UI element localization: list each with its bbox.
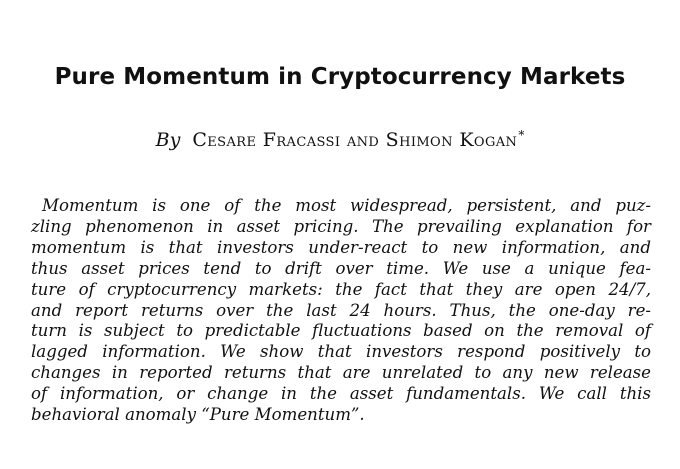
abstract-line: ture of cryptocurrency markets: the fact that they are open 24/7, [31, 279, 651, 299]
byline-prefix: By [155, 129, 181, 151]
abstract [31, 196, 651, 426]
abstract-line: of information, or change in the asset fundamentals. We call this [31, 384, 651, 404]
abstract-line: turn is subject to predictable fluctuations based on the removal of [31, 321, 651, 341]
footnote-mark: * [518, 128, 525, 142]
abstract-line: momentum is that investors under-react to new information, and [31, 237, 651, 257]
abstract-line: lagged information. We show that investors respond positively to [31, 342, 651, 362]
byline [0, 128, 680, 151]
abstract-line: Momentum is one of the most widespread, persistent, and puz- [42, 196, 651, 215]
paper-title: Pure Momentum in Cryptocurrency Markets [54, 64, 626, 90]
abstract-line: changes in reported returns that are unrelated to any new release [31, 363, 651, 383]
abstract-line: and report returns over the last 24 hours. Thus, the one-day re- [31, 300, 651, 320]
author-names: Cesare Fracassi and Shimon Kogan [192, 129, 518, 151]
abstract-line: thus asset prices tend to drift over time. We use a unique fea- [31, 258, 651, 278]
abstract-line: zling phenomenon in asset pricing. The prevailing explanation for [31, 216, 651, 236]
abstract-line: behavioral anomaly “Pure Momentum”. [31, 405, 365, 425]
